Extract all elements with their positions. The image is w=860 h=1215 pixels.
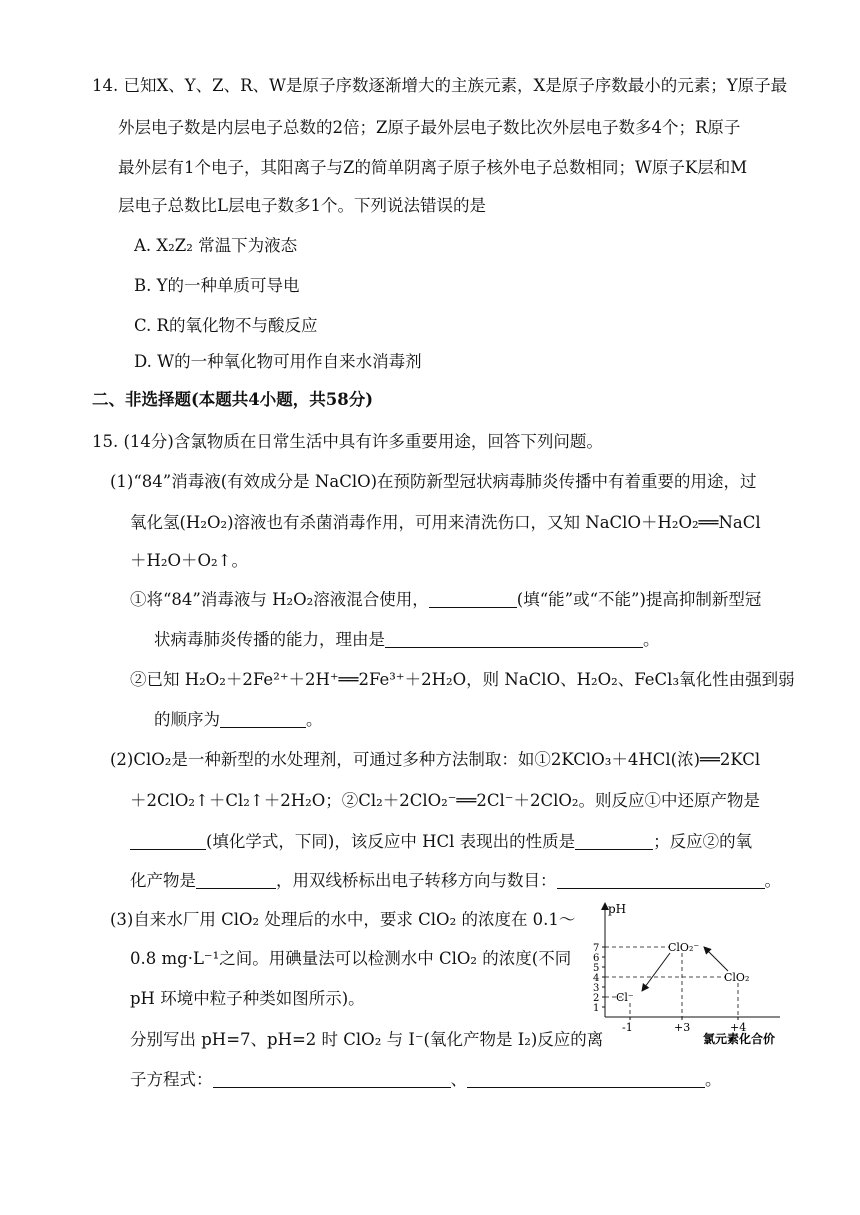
y-axis-label: pH (608, 902, 627, 916)
q15-p1-subq-1-text-c: 状病毒肺炎传播的能力，理由是 (154, 630, 385, 649)
y-tick-label: 7 (593, 943, 600, 954)
answer-blank-electron-transfer[interactable] (557, 872, 765, 889)
y-tick-label: 6 (593, 953, 600, 964)
q15-p2-line-4 (130, 871, 781, 891)
q15-p2-text-4a: 化产物是 (130, 871, 196, 890)
q14-line-1: 14. 已知X、Y、Z、R、W是原子序数逐渐增大的主族元素，X是原子序数最小的元素；Y原子最 (92, 76, 788, 95)
q15-p2-text-3a: (填化学式，下同)，该反应中 HCl 表现出的性质是 (206, 832, 576, 851)
q15-p2-line-1: (2)ClO₂是一种新型的水处理剂，可通过多种方法制取：如①2KClO₃＋4HCl(浓)══2KCl (110, 750, 761, 769)
arrow-clo2-to-clo2minus (704, 947, 728, 971)
q15-p1-subq-2-text-b: 的顺序为 (154, 710, 220, 729)
answer-blank-oxidation-product[interactable] (196, 872, 276, 889)
q14-option-b: B. Y的一种单质可导电 (134, 276, 300, 295)
q15-p1-subq-1-text-d: 。 (643, 630, 660, 649)
x-tick-label: -1 (622, 1021, 633, 1034)
q15-p2-text-4b: ，用双线桥标出电子转移方向与数目： (276, 871, 557, 890)
q15-p3-line-4: 分别写出 pH=7、pH=2 时 ClO₂ 与 I⁻(氧化产物是 I₂)反应的离 (130, 1030, 604, 1049)
q14-option-c: C. R的氧化物不与酸反应 (134, 316, 318, 335)
q15-p3-text-5c: 。 (705, 1070, 722, 1089)
q15-p2-text-4c: 。 (764, 871, 781, 890)
q14-line-4: 层电子总数比L层电子数多1个。下列说法错误的是 (118, 196, 486, 215)
q15-p1-subq-1-text-a: ①将“84”消毒液与 H₂O₂溶液混合使用， (130, 590, 429, 609)
q15-p2-line-2: ＋2ClO₂↑＋Cl₂↑＋2H₂O；②Cl₂＋2ClO₂⁻══2Cl⁻＋2ClO₂。则反应①中还原产物是 (130, 791, 761, 810)
q15-p3-line-1: (3)自来水厂用 ClO₂ 处理后的水中，要求 ClO₂ 的浓度在 0.1～ (110, 910, 576, 929)
ph-species-chart (585, 895, 795, 1050)
x-tick-label: +4 (730, 1021, 747, 1034)
q15-p1-line-2: 氧化氢(H₂O₂)溶液也有杀菌消毒作用，可用来清洗伤口，又知 NaClO＋H₂O₂══NaCl (130, 513, 761, 532)
arrow-clo2minus-to-clminus (642, 953, 670, 991)
q15-p3-line-3: pH 环境中粒子种类如图所示)。 (130, 989, 365, 1008)
q15-p1-line-3: ＋H₂O＋O₂↑。 (130, 551, 248, 570)
q14-option-a: A. X₂Z₂ 常温下为液态 (134, 236, 298, 255)
species-label: ClO₂ (724, 971, 750, 984)
x-axis-label: 氯元素化合价 (703, 1032, 776, 1046)
answer-blank-hcl-property[interactable] (575, 833, 653, 850)
q15-p3-line-5 (130, 1070, 722, 1090)
q15-p1-subq-1-line-1 (130, 590, 761, 610)
q14-line-3: 最外层有1个电子，其阳离子与Z的简单阴离子原子核外电子总数相同；W原子K层和M (118, 158, 748, 177)
section-2-heading: 二、非选择题(本题共4小题，共58分) (92, 390, 374, 409)
x-tick-label: +3 (674, 1021, 691, 1034)
y-tick-label: 2 (593, 993, 600, 1004)
answer-blank-reason[interactable] (385, 631, 643, 648)
q14-option-d: D. W的一种氧化物可用作自来水消毒剂 (134, 352, 422, 371)
q15-heading: 15. (14分)含氯物质在日常生活中具有许多重要用途，回答下列问题。 (92, 432, 603, 451)
q15-p3-text-5b: 、 (450, 1070, 467, 1089)
answer-blank-equation-ph7[interactable] (213, 1071, 451, 1088)
answer-blank-equation-ph2[interactable] (467, 1071, 705, 1088)
answer-blank-reduction-product[interactable] (130, 833, 206, 850)
answer-blank-can-or-cannot[interactable] (429, 591, 517, 608)
q15-p3-text-5a: 子方程式： (130, 1070, 213, 1089)
answer-blank-oxidizing-order[interactable] (220, 711, 306, 728)
q15-p2-text-3b: ；反应②的氧 (653, 832, 753, 851)
y-tick-label: 3 (593, 983, 600, 994)
q14-line-2: 外层电子数是内层电子总数的2倍；Z原子最外层电子数比次外层电子数多4个；R原子 (118, 118, 741, 137)
q15-p1-subq-1-text-b: (填“能”或“不能”)提高抑制新型冠 (516, 590, 762, 609)
y-tick-label: 1 (593, 1003, 600, 1014)
q15-p1-subq-2-line-2 (154, 710, 323, 730)
y-tick-label: 4 (593, 973, 600, 984)
q15-p1-line-1: (1)“84”消毒液(有效成分是 NaClO)在预防新型冠状病毒肺炎传播中有着重要的用途，过 (110, 472, 757, 491)
species-label: Cl⁻ (616, 991, 634, 1004)
q15-p1-subq-2-text-c: 。 (306, 710, 323, 729)
q15-p1-subq-2-line-1: ②已知 H₂O₂＋2Fe²⁺＋2H⁺══2Fe³⁺＋2H₂O，则 NaClO、H₂O₂、FeCl₃氧化性由强到弱 (130, 670, 795, 689)
species-label: ClO₂⁻ (668, 941, 700, 954)
q15-p3-line-2: 0.8 mg·L⁻¹之间。用碘量法可以检测水中 ClO₂ 的浓度(不同 (130, 949, 572, 968)
q15-p2-line-3 (130, 832, 752, 852)
y-tick-label: 5 (593, 963, 600, 974)
q15-p1-subq-1-line-2 (154, 630, 660, 650)
